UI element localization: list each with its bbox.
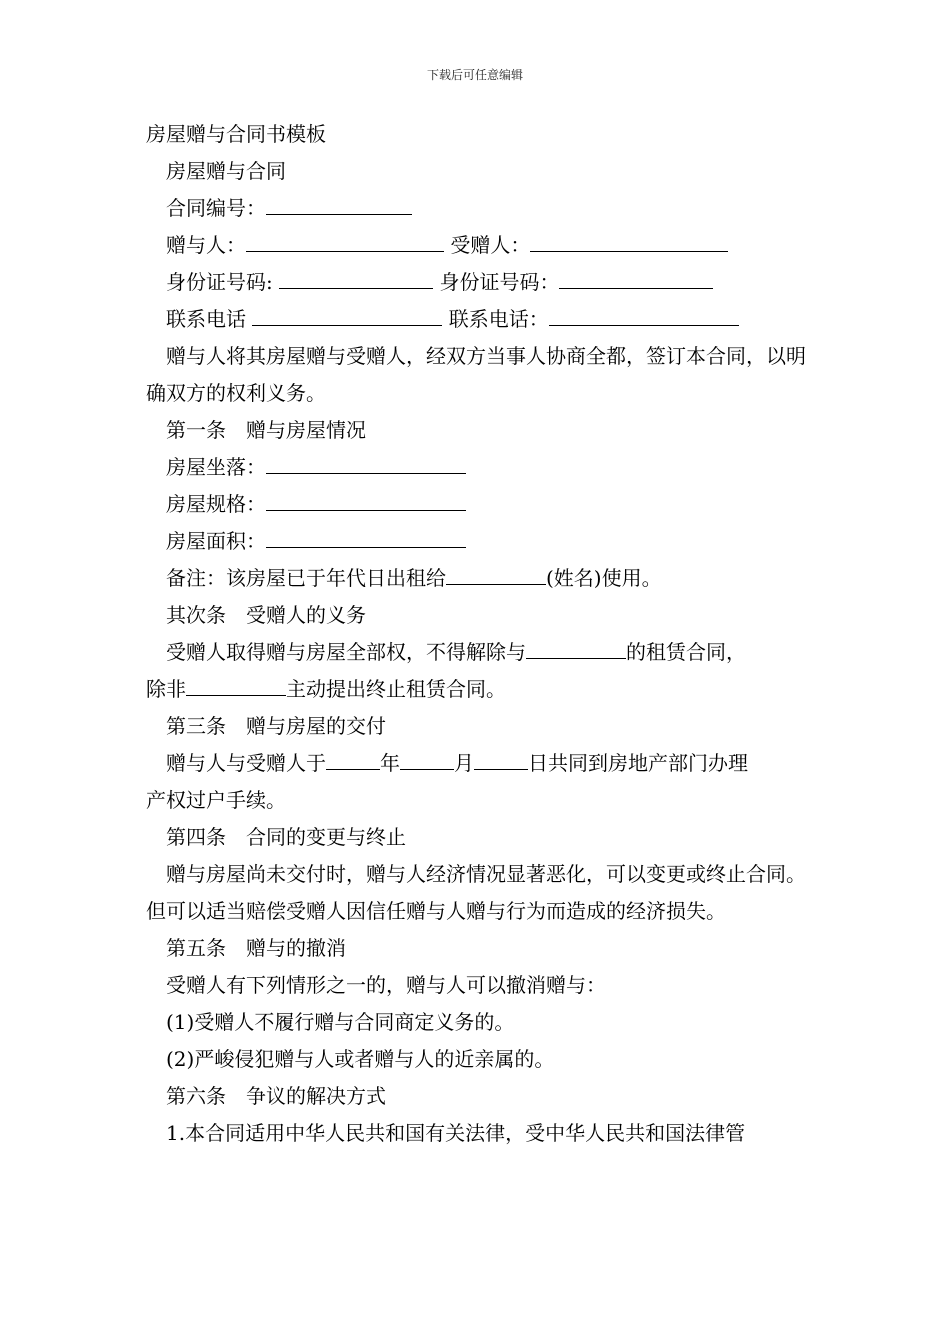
house-location-blank[interactable] bbox=[266, 449, 466, 474]
article-2-text-c: 除非 bbox=[146, 677, 186, 701]
donee-phone-label: 联系电话： bbox=[448, 307, 549, 331]
document-title: 房屋赠与合同书模板 bbox=[146, 122, 326, 146]
article-3-text-a: 赠与人与受赠人于 bbox=[166, 751, 326, 775]
article-4-paragraph: 赠与房屋尚未交付时，赠与人经济情况显著恶化，可以变更或终止合同。但可以适当赔偿受赠人因信任赠与人赠与行为而造成的经济损失。 bbox=[146, 862, 806, 923]
house-location-label: 房屋坐落： bbox=[166, 455, 266, 479]
article-2-text-a: 受赠人取得赠与房屋全部权，不得解除与 bbox=[166, 640, 526, 664]
donee-blank[interactable] bbox=[530, 227, 728, 252]
contract-number-label: 合同编号： bbox=[166, 196, 266, 220]
donee-phone-blank[interactable] bbox=[549, 301, 739, 326]
house-spec-line bbox=[146, 486, 806, 523]
phone-line bbox=[146, 301, 806, 338]
contract-heading: 房屋赠与合同 bbox=[166, 159, 286, 183]
article-2-title: 其次条 受赠人的义务 bbox=[166, 603, 366, 627]
tenant-name-blank[interactable] bbox=[446, 560, 546, 585]
donor-blank[interactable] bbox=[246, 227, 444, 252]
year-blank[interactable] bbox=[326, 745, 380, 770]
article-6-title: 第六条 争议的解决方式 bbox=[166, 1084, 386, 1108]
article-2-line-1 bbox=[146, 634, 806, 671]
house-spec-blank[interactable] bbox=[266, 486, 466, 511]
house-location-line bbox=[146, 449, 806, 486]
article-4-title: 第四条 合同的变更与终止 bbox=[166, 825, 406, 849]
lessee-blank-2[interactable] bbox=[186, 671, 286, 696]
article-5-text: 受赠人有下列情形之一的，赠与人可以撤消赠与： bbox=[166, 973, 606, 997]
article-3-line-2: 产权过户手续。 bbox=[146, 788, 286, 812]
donor-id-blank[interactable] bbox=[279, 264, 433, 289]
lessee-blank-1[interactable] bbox=[526, 634, 626, 659]
article-5-item-1: (1)受赠人不履行赠与合同商定义务的。 bbox=[166, 1010, 515, 1034]
year-label: 年 bbox=[380, 751, 400, 775]
article-5-item-2: (2)严峻侵犯赠与人或者赠与人的近亲属的。 bbox=[166, 1047, 555, 1071]
article-3-title: 第三条 赠与房屋的交付 bbox=[166, 714, 386, 738]
article-3-line-1 bbox=[146, 745, 806, 782]
page-header-note: 下载后可任意编辑 bbox=[426, 68, 523, 82]
remark-suffix: (姓名)使用。 bbox=[546, 566, 662, 590]
remark-prefix: 备注：该房屋已于年代日出租给 bbox=[166, 566, 446, 590]
remark-line bbox=[146, 560, 806, 597]
article-5-title: 第五条 赠与的撤消 bbox=[166, 936, 346, 960]
article-2-text-d: 主动提出终止租赁合同。 bbox=[286, 677, 506, 701]
donee-id-label: 身份证号码： bbox=[439, 270, 560, 294]
parties-line bbox=[146, 227, 806, 264]
contract-number-line bbox=[146, 190, 806, 227]
id-number-line bbox=[146, 264, 806, 301]
house-area-label: 房屋面积： bbox=[166, 529, 266, 553]
intro-paragraph: 赠与人将其房屋赠与受赠人，经双方当事人协商全都，签订本合同，以明确双方的权利义务。 bbox=[146, 344, 806, 405]
article-2-line-2 bbox=[146, 671, 806, 708]
day-blank[interactable] bbox=[474, 745, 528, 770]
contract-number-blank[interactable] bbox=[266, 190, 412, 215]
month-label: 月 bbox=[454, 751, 474, 775]
donor-id-label: 身份证号码: bbox=[166, 270, 280, 294]
donor-label: 赠与人： bbox=[166, 233, 246, 257]
donor-phone-label: 联系电话 bbox=[166, 307, 253, 331]
article-2-text-b: 的租赁合同， bbox=[626, 640, 746, 664]
donee-id-blank[interactable] bbox=[559, 264, 713, 289]
article-1-title: 第一条 赠与房屋情况 bbox=[166, 418, 366, 442]
house-spec-label: 房屋规格： bbox=[166, 492, 266, 516]
donee-label: 受赠人： bbox=[450, 233, 531, 257]
donor-phone-blank[interactable] bbox=[252, 301, 442, 326]
house-area-blank[interactable] bbox=[266, 523, 466, 548]
month-blank[interactable] bbox=[400, 745, 454, 770]
article-3-text-b: 日共同到房地产部门办理 bbox=[528, 751, 748, 775]
document-body bbox=[146, 116, 806, 1152]
house-area-line bbox=[146, 523, 806, 560]
article-6-item-1: 1.本合同适用中华人民共和国有关法律，受中华人民共和国法律管 bbox=[166, 1121, 746, 1145]
